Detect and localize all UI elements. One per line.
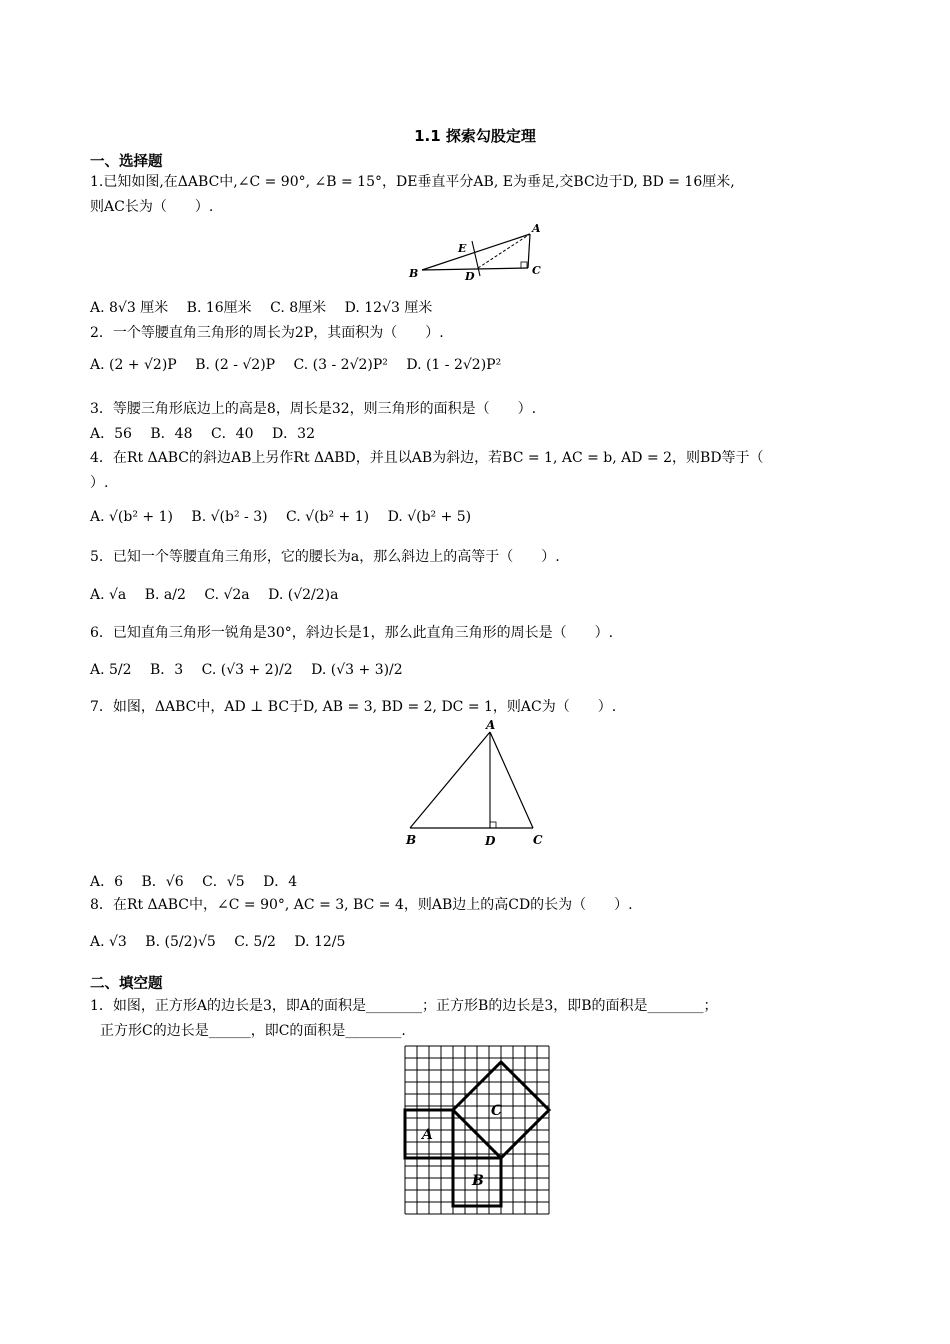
q1-figure [400, 222, 560, 284]
q7-option-c[interactable]: C．√5 [202, 874, 245, 890]
f1-grid-figure [402, 1043, 552, 1223]
q5-options [90, 585, 352, 605]
q1-label-d: D [465, 270, 475, 283]
q5-option-d[interactable]: D. (√2/2)a [268, 587, 339, 603]
q4-option-c[interactable]: C. √(b² + 1) [286, 509, 370, 525]
f1-stem-line2: 正方形C的边长是______，即C的面积是________. [100, 1023, 406, 1039]
q7-label-d: D [485, 834, 496, 848]
q1-option-a[interactable]: A. 8√3 厘米 [90, 300, 169, 316]
q1-side-bc [422, 268, 528, 270]
q8-option-d[interactable]: D. 12/5 [294, 934, 346, 950]
page-title: 1.1 探索勾股定理 [414, 127, 536, 145]
q1-side-ac [528, 234, 530, 268]
q7-side-ac [490, 732, 533, 828]
f1-label-a: A [422, 1127, 433, 1143]
q6-option-d[interactable]: D. (√3 + 3)/2 [311, 662, 403, 678]
q7-right-angle-d [490, 822, 496, 828]
q4-stem-line2: ）. [90, 475, 109, 491]
q7-label-c: C [533, 833, 543, 847]
q3-options [90, 424, 329, 444]
section-fill-heading: 二、填空题 [90, 976, 163, 992]
q7-side-ab [410, 732, 490, 828]
q6-option-b[interactable]: B．3 [150, 662, 184, 678]
q7-options [90, 872, 311, 892]
q3-option-c[interactable]: C．40 [210, 426, 254, 442]
q1-stem-line1: 1.已知如图,在ΔABC中,∠C = 90°, ∠B = 15°，DE垂直平分AB, E为垂足,交BC边于D, BD = 16厘米, [90, 174, 735, 190]
q6-option-c[interactable]: C. (√3 + 2)/2 [201, 662, 293, 678]
q5-stem: 5．已知一个等腰直角三角形，它的腰长为a，那么斜边上的高等于（ ）. [90, 549, 560, 565]
q1-stem-line2: 则AC长为（ ）. [90, 199, 214, 215]
q5-option-b[interactable]: B. a/2 [144, 587, 186, 603]
q1-option-d[interactable]: D. 12√3 厘米 [344, 300, 433, 316]
q6-options [90, 660, 417, 680]
q5-option-a[interactable]: A. √a [90, 587, 127, 603]
q2-option-d[interactable]: D. (1 - 2√2)P² [406, 357, 502, 373]
section-choice-heading: 一、选择题 [90, 154, 163, 170]
q8-option-c[interactable]: C. 5/2 [234, 934, 276, 950]
q4-option-a[interactable]: A. √(b² + 1) [90, 509, 173, 525]
q4-stem-line1: 4．在Rt ΔABC的斜边AB上另作Rt ΔABD，并且以AB为斜边，若BC = 1, AC = b, AD = 2，则BD等于（ [90, 450, 764, 466]
f1-label-b: B [472, 1173, 484, 1189]
q8-stem: 8．在Rt ΔABC中，∠C = 90°, AC = 3, BC = 4，则AB边上的高CD的长为（ ）. [90, 897, 633, 913]
q1-dashed-ad [478, 234, 530, 268]
q2-option-b[interactable]: B. (2 - √2)P [195, 357, 276, 373]
q3-option-d[interactable]: D．32 [271, 426, 315, 442]
q4-option-b[interactable]: B. √(b² - 3) [191, 509, 268, 525]
q7-option-a[interactable]: A．6 [90, 874, 124, 890]
q3-option-b[interactable]: B．48 [150, 426, 193, 442]
q7-option-b[interactable]: B．√6 [141, 874, 184, 890]
q4-options [90, 507, 485, 527]
q1-label-c: C [532, 264, 541, 277]
q8-option-b[interactable]: B. (5/2)√5 [145, 934, 216, 950]
f1-stem-line1: 1．如图，正方形A的边长是3，即A的面积是________；正方形B的边长是3，即B的面积是________； [90, 998, 718, 1014]
q7-label-a: A [486, 718, 496, 732]
q1-label-e: E [458, 242, 467, 255]
q5-option-c[interactable]: C. √2a [204, 587, 250, 603]
q3-option-a[interactable]: A．56 [90, 426, 132, 442]
q1-option-b[interactable]: B. 16厘米 [186, 300, 252, 316]
q2-stem: 2．一个等腰直角三角形的周长为2P，其面积为（ ）. [90, 325, 444, 341]
q1-option-c[interactable]: C. 8厘米 [270, 300, 327, 316]
q8-option-a[interactable]: A. √3 [90, 934, 127, 950]
q2-option-c[interactable]: C. (3 - 2√2)P² [293, 357, 388, 373]
q3-stem: 3．等腰三角形底边上的高是8，周长是32，则三角形的面积是（ ）. [90, 401, 537, 417]
q7-option-d[interactable]: D．4 [263, 874, 298, 890]
q1-label-a: A [532, 222, 541, 235]
q6-stem: 6．已知直角三角形一锐角是30°，斜边长是1，那么此直角三角形的周长是（ ）. [90, 625, 614, 641]
q1-label-b: B [409, 267, 419, 280]
q1-options [90, 298, 446, 318]
q7-figure [398, 716, 558, 852]
f1-label-c: C [491, 1103, 503, 1119]
q1-side-ab [422, 234, 530, 270]
q1-right-angle-c [521, 262, 527, 268]
q8-options [90, 932, 359, 952]
q7-label-b: B [406, 833, 417, 847]
q2-options [90, 355, 515, 375]
q6-option-a[interactable]: A. 5/2 [90, 662, 132, 678]
q7-stem: 7．如图，ΔABC中，AD ⊥ BC于D, AB = 3, BD = 2, DC = 1，则AC为（ ）. [90, 699, 617, 715]
q2-option-a[interactable]: A. (2 + √2)P [90, 357, 177, 373]
q4-option-d[interactable]: D. √(b² + 5) [387, 509, 472, 525]
